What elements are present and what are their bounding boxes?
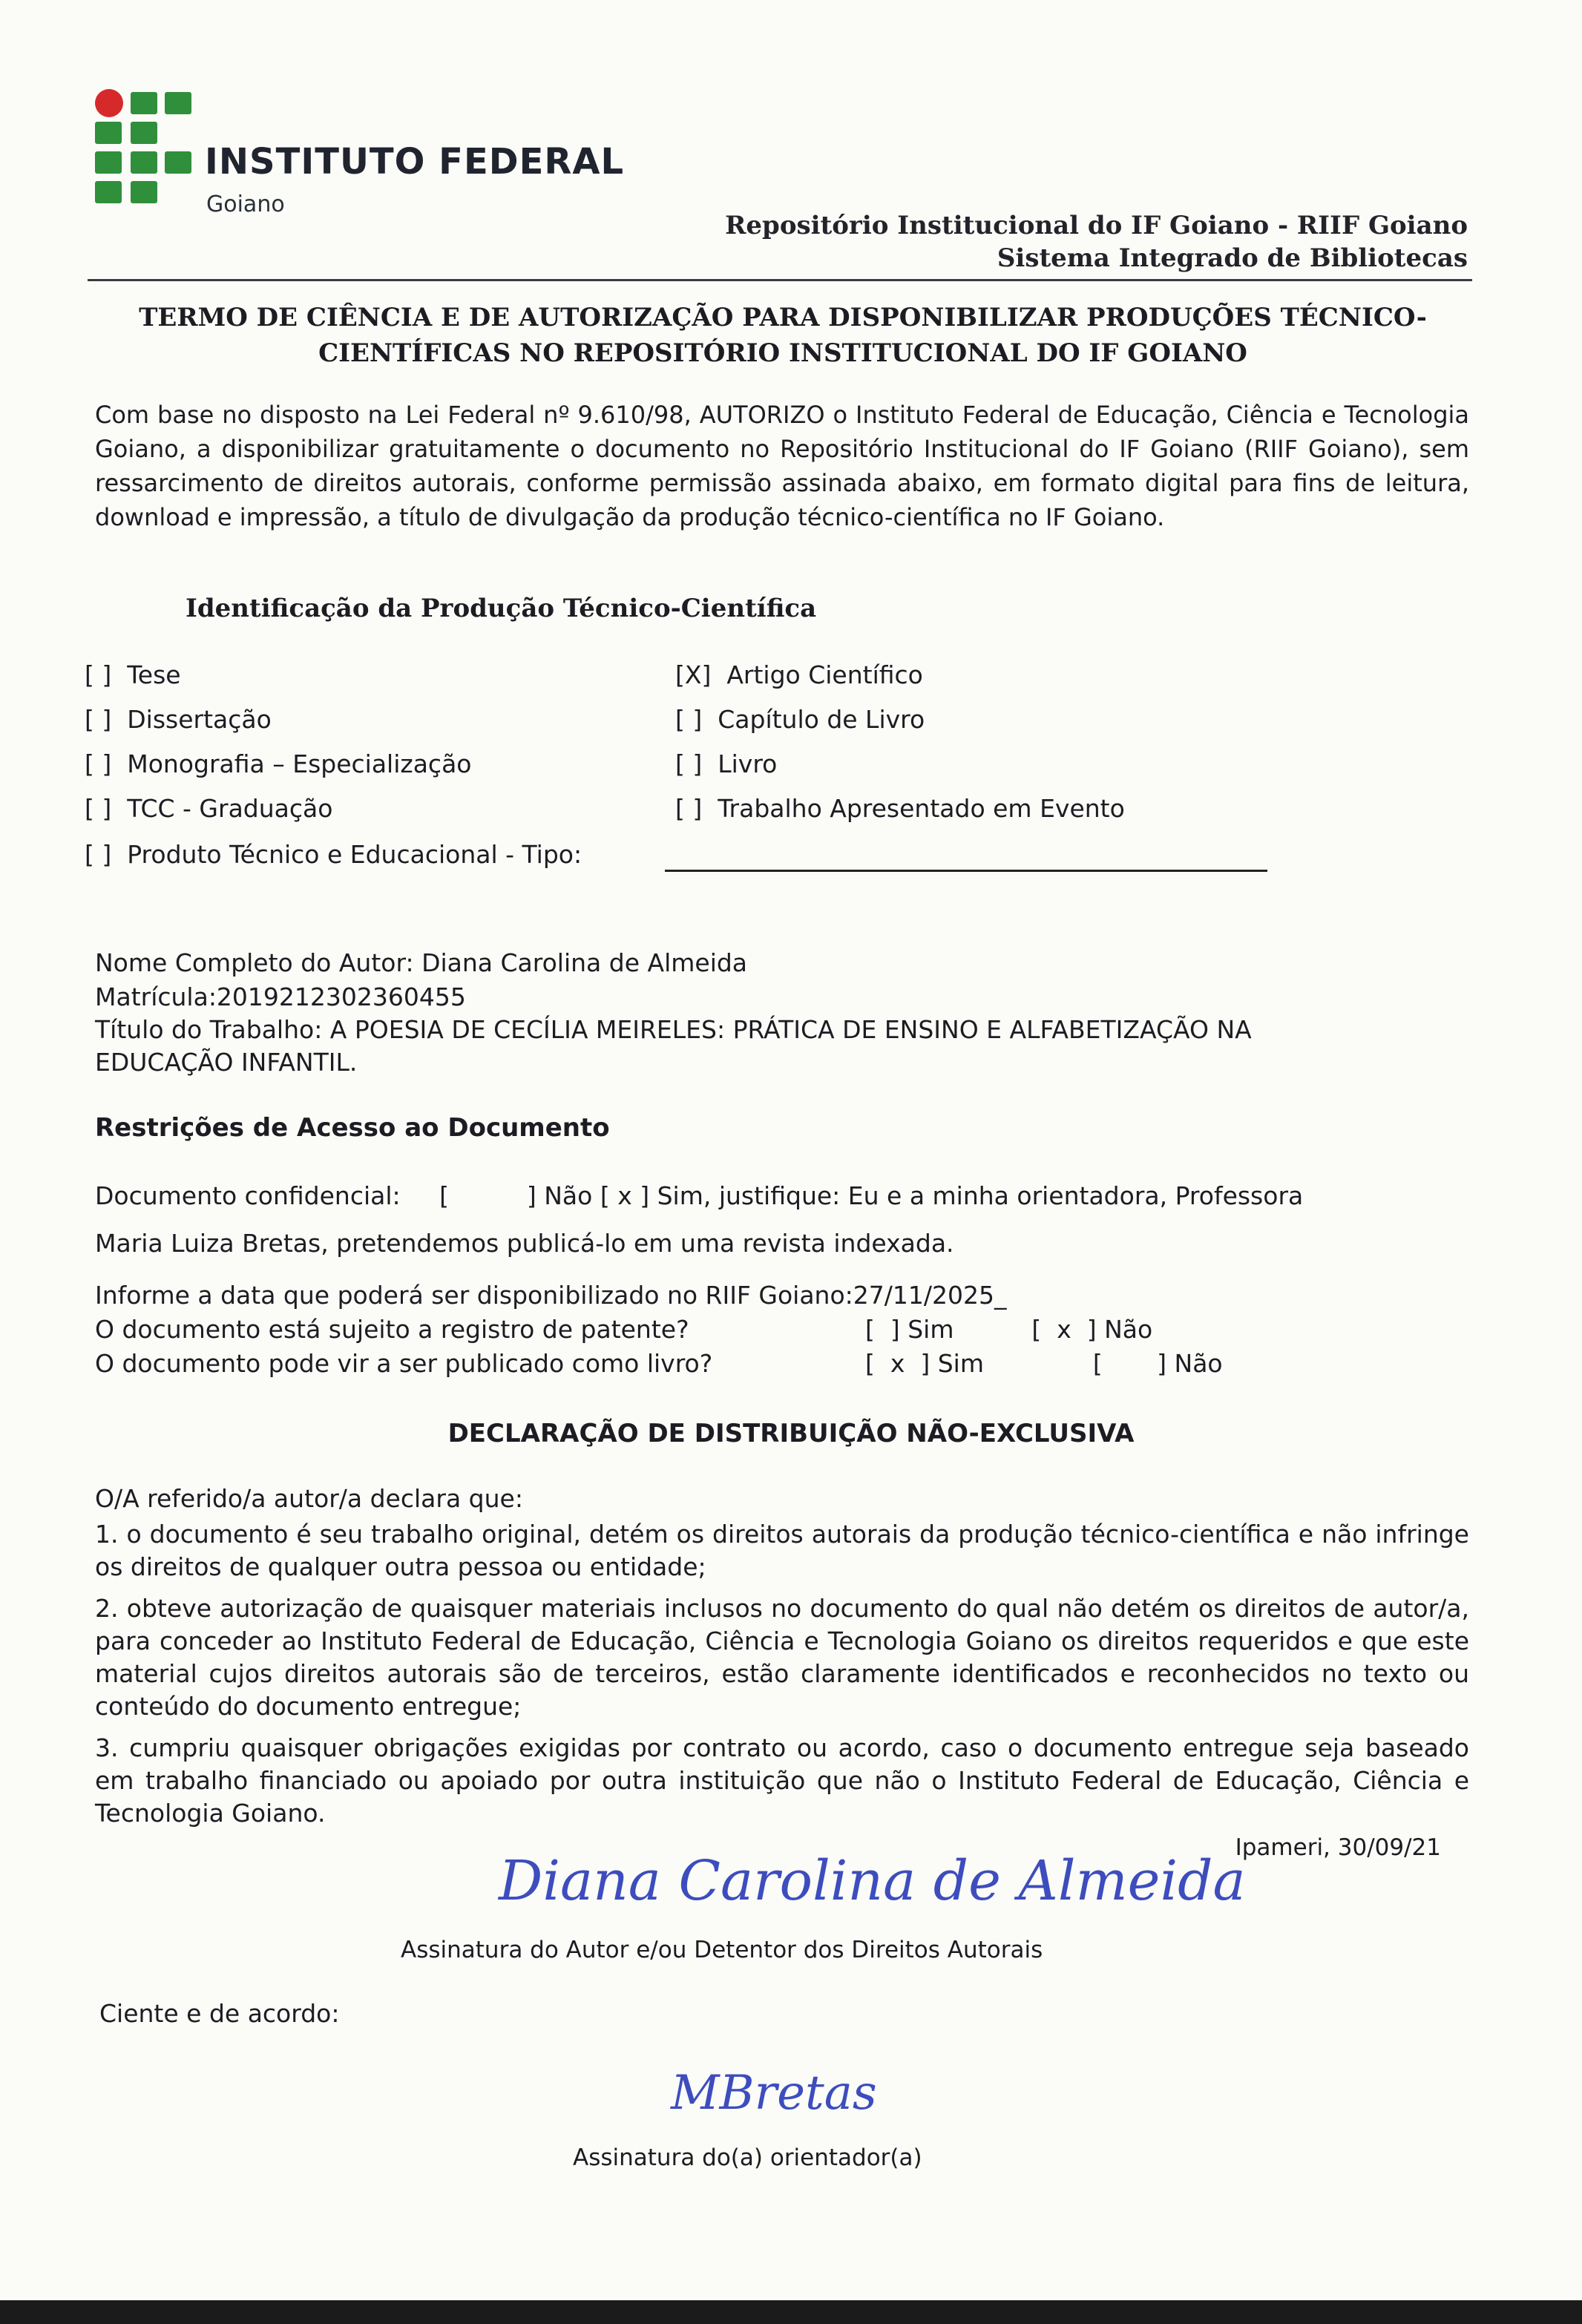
intro-paragraph: Com base no disposto na Lei Federal nº 9.610/98, AUTORIZO o Instituto Federal de Educação, Ciência e Tecnologia Goiano, a disponibilizar gratuitamente o documento no Repositório Institucional do IF Goiano (RIIF Goiano), sem ressarcimento de direitos autorais, conforme permissão assinada abaixo, em formato digital para fins de leitura, download e impressão, a título de divulgação da produção técnico-científica no IF Goiano. [95,401,1469,531]
scan-edge [0,2300,1582,2324]
option-label: Trabalho Apresentado em Evento [718,794,1125,823]
confidential-line: Documento confidencial: [ ] Não [ x ] Sim, justifique: Eu e a minha orientadora, Professora [95,1181,1304,1210]
logo-square [95,181,122,203]
declaration-lead: O/A referido/a autor/a declara que: [95,1484,523,1513]
production-type-right [675,660,1462,838]
checkbox[interactable]: [ ] [85,660,112,689]
checkbox-option[interactable] [85,794,738,838]
checkbox-option[interactable] [85,749,738,794]
title-line: TERMO DE CIÊNCIA E DE AUTORIZAÇÃO PARA DISPONIBILIZAR PRODUÇÕES TÉCNICO- [139,303,1427,332]
advisor-signature: MBretas [671,2066,877,2121]
checkbox[interactable]: [ ] [85,749,112,778]
work-title: Título do Trabalho: A POESIA DE CECÍLIA MEIRELES: PRÁTICA DE ENSINO E ALFABETIZAÇÃO NA [95,1015,1252,1044]
logo-square [131,151,157,174]
option-label: Livro [718,749,778,778]
availability-date: Informe a data que poderá ser disponibilizado no RIIF Goiano:27/11/2025_ [95,1281,1007,1310]
identification-heading: Identificação da Produção Técnico-Científica [186,594,817,623]
author-signature-caption: Assinatura do Autor e/ou Detentor dos Direitos Autorais [401,1937,1043,1963]
declaration-item-1: 1. o documento é seu trabalho original, detém os direitos autorais da produção técnico-científica e não infringe os direitos de qualquer outra pessoa ou entidade; [95,1520,1469,1581]
logo-square [131,122,157,144]
checkbox[interactable]: [ ] [675,794,703,823]
option-label: Produto Técnico e Educacional - Tipo: [127,840,582,869]
patent-question: O documento está sujeito a registro de patente? [95,1315,689,1344]
production-type-left [85,660,738,838]
confidential-justification: Maria Luiza Bretas, pretendemos publicá-lo em uma revista indexada. [95,1229,954,1258]
institution-subtitle: Goiano [206,191,285,217]
checkbox-option[interactable] [675,794,1462,838]
agreement-label: Ciente e de acordo: [99,1999,340,2028]
checkbox-option[interactable] [675,660,1462,705]
checkbox[interactable]: [ ] [675,705,703,734]
logo-mark [95,89,196,205]
option-label: Monografia – Especialização [127,749,472,778]
patent-answer[interactable]: [ ] Sim [ x ] Não [865,1315,1153,1344]
repository-line: Repositório Institucional do IF Goiano - RIIF Goiano [725,211,1468,240]
product-type-option[interactable] [85,840,582,869]
logo-square [165,151,191,174]
title-line: CIENTÍFICAS NO REPOSITÓRIO INSTITUCIONAL DO IF GOIANO [318,338,1247,368]
document-title [111,300,1454,371]
book-answer[interactable]: [ x ] Sim [ ] Não [865,1349,1223,1378]
work-title-cont: EDUCAÇÃO INFANTIL. [95,1048,358,1077]
option-label: Capítulo de Livro [718,705,925,734]
checkbox[interactable]: [ ] [85,794,112,823]
checkbox-option[interactable] [85,705,738,749]
logo-square [131,181,157,203]
option-label: Artigo Científico [726,660,923,689]
checkbox[interactable]: [X] [675,660,712,689]
option-label: Dissertação [127,705,272,734]
logo-red-dot [95,89,123,117]
author-name: Nome Completo do Autor: Diana Carolina de Almeida [95,948,748,977]
option-label: Tese [127,660,181,689]
place-date: Ipameri, 30/09/21 [1235,1834,1441,1861]
checkbox-option[interactable] [675,705,1462,749]
product-type-field[interactable] [665,870,1267,872]
declaration-item-3: 3. cumpriu quaisquer obrigações exigidas por contrato ou acordo, caso o documento entregue seja baseado em trabalho financiado ou apoiado por outra instituição que não o Instituto Federal de Educação, Ciência e Tecnologia Goiano. [95,1733,1469,1828]
logo-square [95,122,122,144]
author-matricula: Matrícula:2019212302360455 [95,982,466,1011]
logo-square [95,151,122,174]
checkbox-option[interactable] [85,660,738,705]
system-line: Sistema Integrado de Bibliotecas [997,243,1468,273]
checkbox[interactable]: [ ] [85,705,112,734]
declaration-item-2: 2. obteve autorização de quaisquer materiais inclusos no documento do qual não detém os direitos de autor/a, para conceder ao Instituto Federal de Educação, Ciência e Tecnologia Goiano os direitos requeridos e que este material cujos direitos autorais são de terceiros, estão claramente identificados e reconhecidos no texto ou conteúdo do documento entregue; [95,1594,1469,1721]
header-divider [88,279,1472,281]
author-signature: Diana Carolina de Almeida [499,1849,1246,1913]
advisor-signature-caption: Assinatura do(a) orientador(a) [573,2144,922,2171]
book-question: O documento pode vir a ser publicado como livro? [95,1349,713,1378]
checkbox-option[interactable] [675,749,1462,794]
checkbox[interactable]: [ ] [85,840,112,869]
option-label: TCC - Graduação [127,794,333,823]
declaration-heading: DECLARAÇÃO DE DISTRIBUIÇÃO NÃO-EXCLUSIVA [447,1419,1135,1448]
institution-name: INSTITUTO FEDERAL [205,141,625,183]
checkbox[interactable]: [ ] [675,749,703,778]
logo-square [165,92,191,114]
logo-square [131,92,157,114]
restrictions-heading: Restrições de Acesso ao Documento [95,1113,610,1143]
